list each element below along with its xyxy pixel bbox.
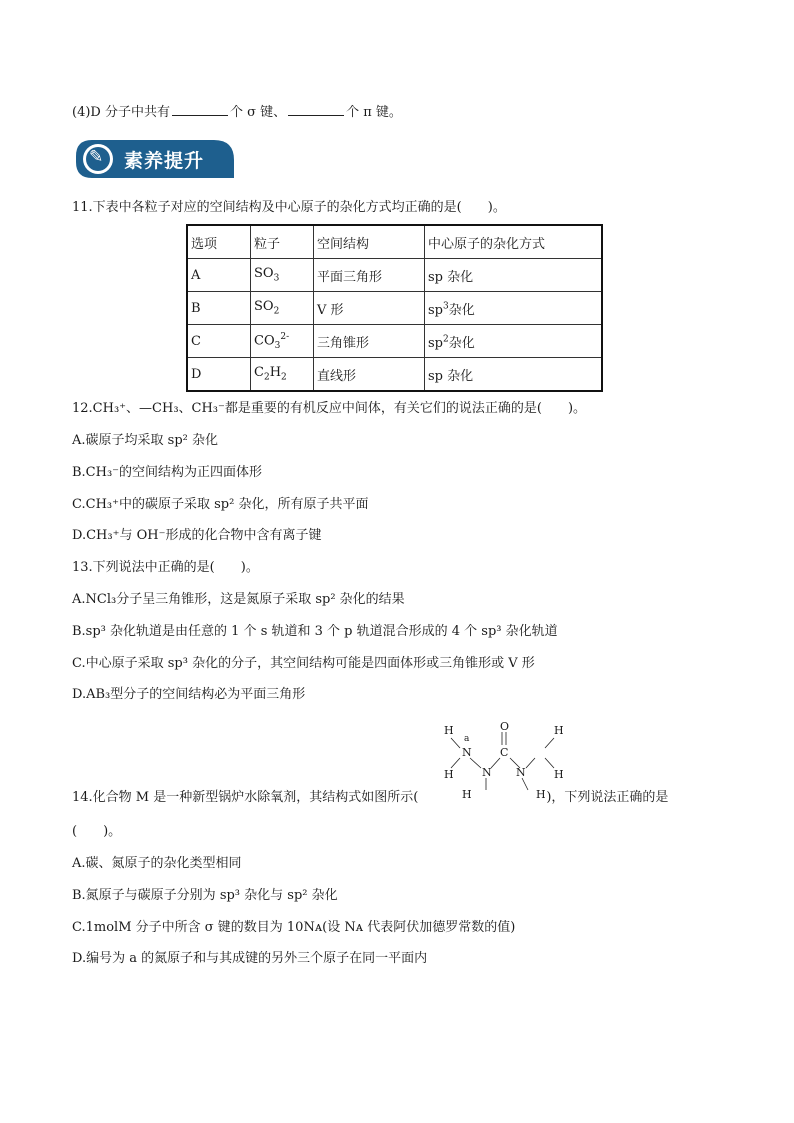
answer-blank-pi[interactable] [288,103,344,116]
q11-stem: 11.下表中各粒子对应的空间结构及中心原子的杂化方式均正确的是( )。 [72,200,506,215]
table-row [187,292,602,325]
table-row [187,358,602,392]
atom: H [444,724,454,737]
table-header-row [187,225,602,259]
table-row [187,259,602,292]
particle-cell: $SO_2$ [251,292,314,325]
particle-cell: $CO_3^{2-}$ [251,325,314,358]
particle-cell: $SO_3$ [251,259,314,292]
atom: H [554,724,564,737]
option-cell: D [187,358,251,392]
hybrid-cell: $sp^3$杂化 [425,292,603,325]
shape-cell: 平面三角形 [314,259,425,292]
q10d-text2: 个 σ 键、 [229,105,287,120]
q13-option-b: B.sp³ 杂化轨道是由任意的 1 个 s 轨道和 3 个 p 轨道混合形成的 4 个 sp³ 杂化轨道 [72,624,558,639]
header-cell: 粒子 [251,225,314,259]
particle-cell: $C_2H_2$ [251,358,314,392]
q13-option-d: D.AB₃型分子的空间结构必为平面三角形 [72,687,306,702]
atom: H [444,768,454,781]
q13-option-a: A.NCl₃分子呈三角锥形，这是氮原子采取 sp² 杂化的结果 [72,592,405,607]
shape-cell: 三角锥形 [314,325,425,358]
q12-option-d: D.CH₃⁺与 OH⁻形成的化合物中含有离子键 [72,528,322,543]
atom: H [536,788,546,801]
shape-cell: V 形 [314,292,425,325]
answer-blank-sigma[interactable] [172,103,228,116]
header-cell: 选项 [187,225,251,259]
atom: O [500,720,510,733]
shape-cell: 直线形 [314,358,425,392]
q13-stem: 13.下列说法中正确的是( )。 [72,560,259,575]
q14-option-d: D.编号为 a 的氮原子和与其成键的另外三个原子在同一平面内 [72,951,428,966]
atom: N [462,746,472,759]
q10d-text1: (4)D 分子中共有 [72,105,170,120]
header-cell: 中心原子的杂化方式 [425,225,603,259]
q14-option-a: A.碳、氮原子的杂化类型相同 [72,856,242,871]
atom: H [462,788,472,801]
option-cell: C [187,325,251,358]
q14-option-b: B.氮原子与碳原子分别为 sp³ 杂化与 sp² 杂化 [72,888,338,903]
atom: N [482,766,492,779]
option-cell: A [187,259,251,292]
atom: N [516,766,526,779]
banner-label: 素养提升 [124,150,205,172]
q12-stem: 12.CH₃⁺、—CH₃、CH₃⁻都是重要的有机反应中间体，有关它们的说法正确的是( )。 [72,401,587,416]
q12-option-a: A.碳原子均采取 sp² 杂化 [72,433,218,448]
q12-option-c: C.CH₃⁺中的碳原子采取 sp² 杂化，所有原子共平面 [72,497,369,512]
q11-table [186,224,603,392]
atom: C [500,746,509,759]
header-cell: 空间结构 [314,225,425,259]
table-row [187,325,602,358]
q14-option-c: C.1molM 分子中所含 σ 键的数目为 10Nᴀ(设 Nᴀ 代表阿伏加德罗常数的值) [72,920,516,935]
q14-stem-line [72,789,668,807]
q10d-line [72,103,402,122]
hybrid-cell: sp 杂化 [425,259,603,292]
section-banner [74,138,236,180]
q14-stem-b: )，下列说法正确的是 [546,790,669,805]
hybrid-cell: $sp^2$杂化 [425,325,603,358]
q13-option-c: C.中心原子采取 sp³ 杂化的分子，其空间结构可能是四面体形或三角锥形或 V 形 [72,656,535,671]
option-cell: B [187,292,251,325]
atom: H [554,768,564,781]
q12-option-b: B.CH₃⁻的空间结构为正四面体形 [72,465,263,480]
q14-stem-a: 14.化合物 M 是一种新型锅炉水除氧剂，其结构式如图所示( [72,790,419,805]
hybrid-cell: sp 杂化 [425,358,603,392]
q10d-text3: 个 π 键。 [346,105,402,120]
pencil-icon: ✎ [89,147,104,167]
q14-stem-c: ( )。 [72,824,122,839]
atom-label: a [464,734,470,744]
